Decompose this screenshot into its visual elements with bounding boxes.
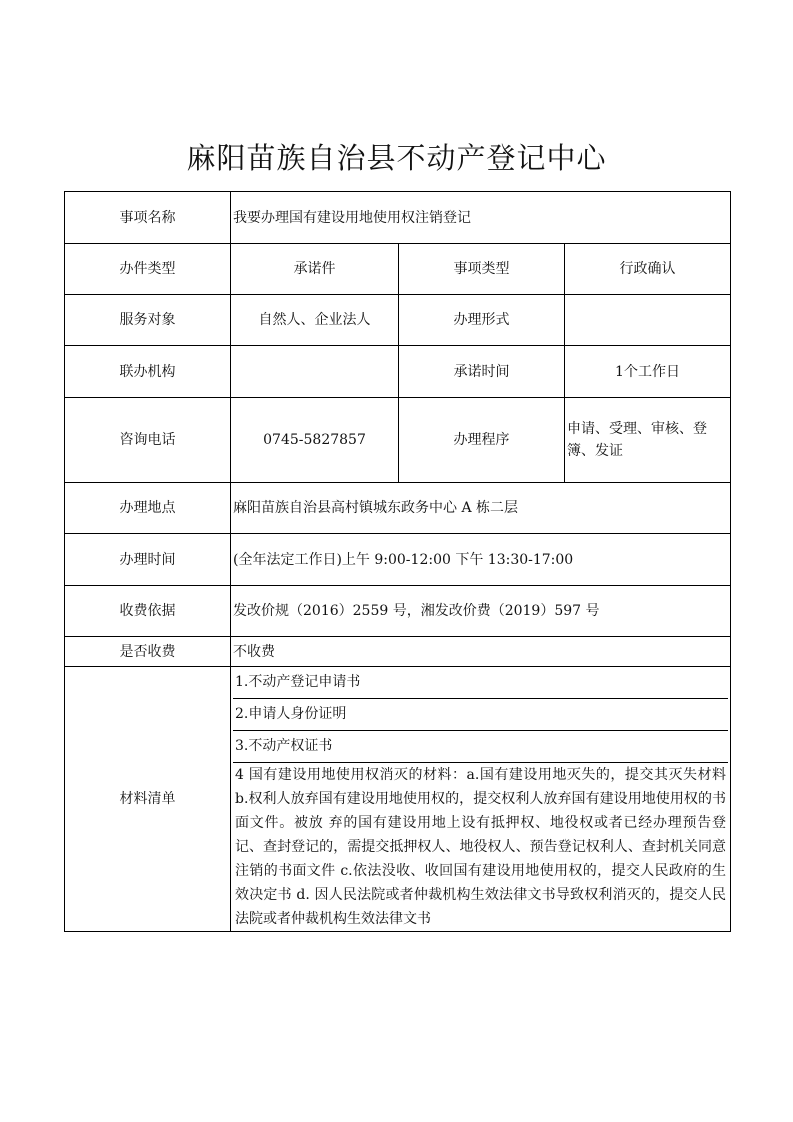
materials-label: 材料清单 — [65, 667, 231, 932]
promised-time-label: 承诺时间 — [399, 346, 565, 398]
joint-agency-label: 联办机构 — [65, 346, 231, 398]
hours-value: (全年法定工作日)上午 9:00-12:00 下午 13:30-17:00 — [231, 534, 731, 586]
item-name-label: 事项名称 — [65, 192, 231, 244]
location-label: 办理地点 — [65, 483, 231, 534]
list-item: 4 国有建设用地使用权消灭的材料：a.国有建设用地灭失的，提交其灭失材料 b.权利人放弃国有建设用地使用权的，提交权利人放弃国有建设用地使用权的书面文件。被放 弃的国有建设用地上设有抵押权、地役权或者已经办理预告登记、查封登记的，需提交抵押权人、地役权人、预告登记权利人、查封机关同意注销的书面文件 c.依法没收、收回国有建设用地使用权的，提交人民政府的生效决定书 d. 因人民法院或者仲裁机构生效法律文书导致权利消灭的，提交人民法院或者仲裁机构生效法律文书 — [235, 766, 726, 927]
row-materials — [65, 667, 731, 932]
case-type-label: 办件类型 — [65, 244, 231, 295]
procedure-label: 办理程序 — [399, 398, 565, 483]
row-fee-basis — [65, 586, 731, 637]
row-case-type — [65, 244, 731, 295]
list-item: 3.不动产权证书 — [233, 730, 728, 762]
is-fee-value: 不收费 — [231, 637, 731, 667]
row-service-target — [65, 295, 731, 346]
fee-basis-value: 发改价规（2016）2559 号，湘发改价费（2019）597 号 — [231, 586, 731, 637]
row-location — [65, 483, 731, 534]
service-info-table — [64, 191, 731, 932]
handling-form-value — [565, 295, 731, 346]
fee-basis-label: 收费依据 — [65, 586, 231, 637]
item-name-value: 我要办理国有建设用地使用权注销登记 — [231, 192, 731, 244]
row-joint-agency — [65, 346, 731, 398]
page-title: 麻阳苗族自治县不动产登记中心 — [186, 141, 607, 175]
phone-label: 咨询电话 — [65, 398, 231, 483]
hours-label: 办理时间 — [65, 534, 231, 586]
promised-time-value: 1个工作日 — [565, 346, 731, 398]
matter-type-label: 事项类型 — [399, 244, 565, 295]
case-type-value: 承诺件 — [231, 244, 399, 295]
is-fee-label: 是否收费 — [65, 637, 231, 667]
row-is-fee — [65, 637, 731, 667]
materials-list — [233, 667, 728, 931]
matter-type-value: 行政确认 — [565, 244, 731, 295]
handling-form-label: 办理形式 — [399, 295, 565, 346]
phone-value: 0745-5827857 — [231, 398, 399, 483]
procedure-value: 申请、受理、审核、登簿、发证 — [565, 398, 731, 483]
location-value: 麻阳苗族自治县高村镇城东政务中心 A 栋二层 — [231, 483, 731, 534]
row-hours — [65, 534, 731, 586]
list-item: 1.不动产登记申请书 — [233, 667, 728, 698]
list-item: 2.申请人身份证明 — [233, 698, 728, 730]
row-phone — [65, 398, 731, 483]
service-target-value: 自然人、企业法人 — [231, 295, 399, 346]
materials-cell — [231, 667, 731, 932]
joint-agency-value — [231, 346, 399, 398]
row-item-name — [65, 192, 731, 244]
service-target-label: 服务对象 — [65, 295, 231, 346]
